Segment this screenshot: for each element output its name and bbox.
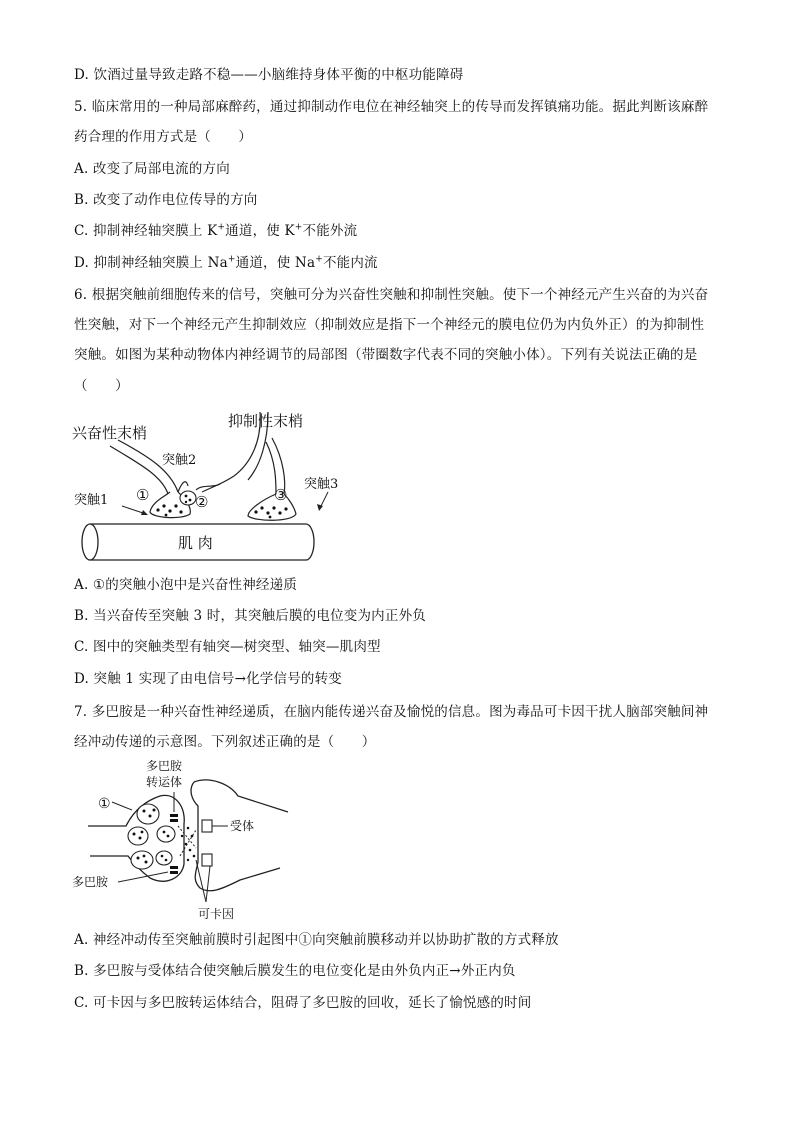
label-transporter-line2: 转运体 <box>146 775 183 789</box>
muscle-label: 肌 肉 <box>178 534 213 552</box>
q6-option-b: B. 当兴奋传至突触 3 时，其突触后膜的电位变为内正外负 <box>74 608 426 624</box>
circle-1: ① <box>136 486 150 504</box>
label-transporter-line1: 多巴胺 <box>146 759 183 773</box>
q5-option-d: D. 抑制神经轴突膜上 Na+通道，使 Na+不能内流 <box>74 254 378 271</box>
label-cocaine: 可卡因 <box>198 907 235 921</box>
q7-stem-line-2: 经冲动传递的示意图。下列叙述正确的是（ ） <box>74 734 376 750</box>
q5-option-a: A. 改变了局部电流的方向 <box>74 161 230 177</box>
label-vesicle-circle-1: ① <box>98 796 111 812</box>
label-synapse-1: 突触1 <box>74 493 109 508</box>
q7-option-c: C. 可卡因与多巴胺转运体结合，阻碍了多巴胺的回收，延长了愉悦感的时间 <box>74 995 532 1011</box>
q5-option-c: C. 抑制神经轴突膜上 K+通道，使 K+不能外流 <box>74 222 358 239</box>
q4-option-d: D. 饮酒过量导致走路不稳——小脑维持身体平衡的中枢功能障碍 <box>74 67 464 83</box>
label-receptor: 受体 <box>230 819 255 833</box>
label-synapse-2: 突触2 <box>162 453 197 468</box>
q6-stem-line-1: 6. 根据突触前细胞传来的信号，突触可分为兴奋性突触和抑制性突触。使下一个神经元产生兴奋的为兴奋 <box>74 287 709 303</box>
circle-2: ② <box>195 493 209 511</box>
q5-option-b: B. 改变了动作电位传导的方向 <box>74 192 258 208</box>
circle-3: ③ <box>274 486 288 504</box>
dopamine-cocaine-figure <box>70 756 296 924</box>
q7-option-b: B. 多巴胺与受体结合使突触后膜发生的电位变化是由外负内正→外正内负 <box>74 963 516 979</box>
q6-option-a: A. ①的突触小泡中是兴奋性神经递质 <box>74 577 298 593</box>
label-synapse-3: 突触3 <box>304 477 339 492</box>
q6-stem-line-2: 性突触，对下一个神经元产生抑制效应（抑制效应是指下一个神经元的膜电位仍为内负外正）的为抑制性 <box>74 317 705 333</box>
q6-option-d: D. 突触 1 实现了由电信号→化学信号的转变 <box>74 671 343 687</box>
synapse-muscle-figure <box>70 402 350 574</box>
label-dopamine: 多巴胺 <box>72 875 109 889</box>
q6-option-c: C. 图中的突触类型有轴突—树突型、轴突—肌肉型 <box>74 639 381 655</box>
q5-stem-line-1: 5. 临床常用的一种局部麻醉药，通过抑制动作电位在神经轴突上的传导而发挥镇痛功能。据此判断该麻醉 <box>74 99 709 115</box>
q7-option-a: A. 神经冲动传至突触前膜时引起图中①向突触前膜移动并以协助扩散的方式释放 <box>74 932 559 948</box>
q5-stem-line-2: 药合理的作用方式是（ ） <box>74 129 253 145</box>
label-excitatory-ending: 兴奋性末梢 <box>72 424 148 442</box>
q6-stem-line-3: 突触。如图为某种动物体内神经调节的局部图（带圈数字代表不同的突触小体）。下列有关说法正确的是 <box>74 347 698 363</box>
q6-stem-line-4: （ ） <box>74 378 129 394</box>
q7-stem-line-1: 7. 多巴胺是一种兴奋性神经递质，在脑内能传递兴奋及愉悦的信息。图为毒品可卡因干扰人脑部突触间神 <box>74 704 709 720</box>
label-inhibitory-ending: 抑制性末梢 <box>228 412 304 430</box>
